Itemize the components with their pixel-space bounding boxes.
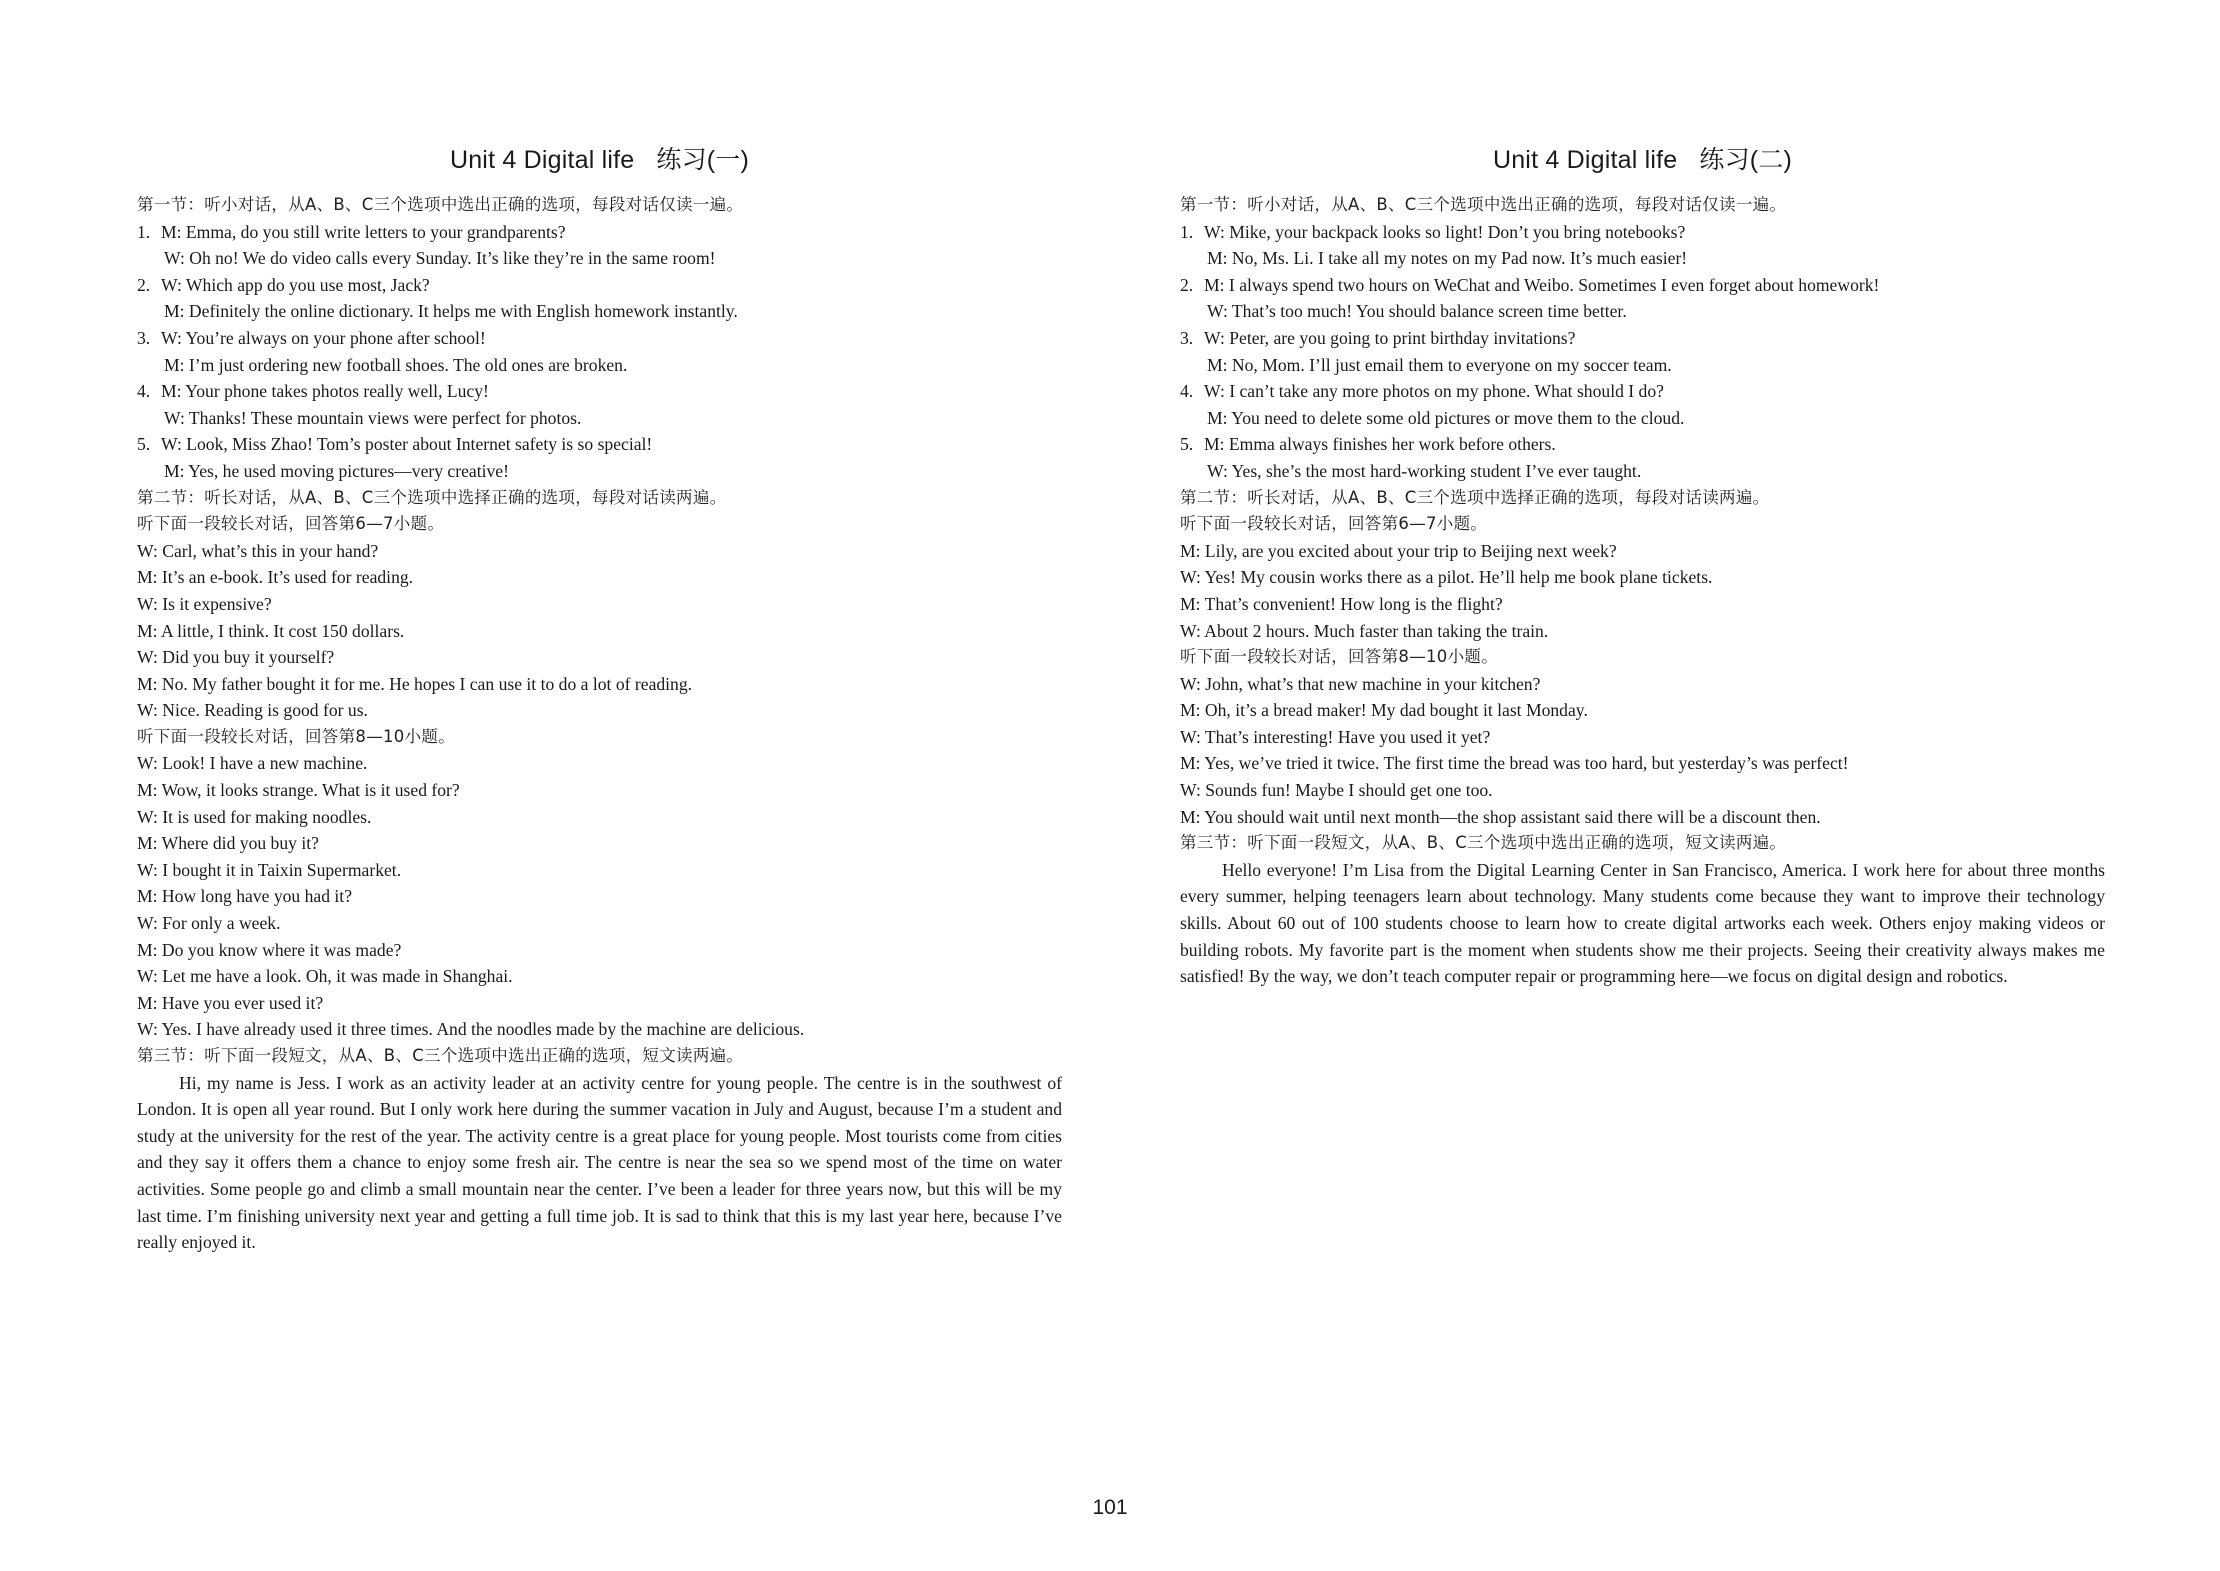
dialogue-line: [1180, 325, 2105, 352]
line-text: 听下面一段较长对话，回答第8—10小题。: [137, 726, 455, 746]
line-text: M: A little, I think. It cost 150 dollars.: [137, 620, 405, 641]
line-text: M: You should wait until next month—the shop assistant said there will be a discount then.: [1180, 806, 1821, 827]
line-text: M: You need to delete some old pictures or move them to the cloud.: [1207, 407, 1685, 428]
dialogue-line: [137, 697, 1062, 724]
line-text: M: Your phone takes photos really well, Lucy!: [161, 381, 489, 402]
line-text: M: Lily, are you excited about your trip to Beijing next week?: [1180, 540, 1617, 561]
dialogue-line: [1180, 724, 2105, 751]
dialogue-line: [1180, 378, 2105, 405]
line-text: M: Do you know where it was made?: [137, 939, 402, 960]
section-instruction: [1180, 192, 2105, 219]
line-text: 第三节：听下面一段短文，从A、B、C三个选项中选出正确的选项，短文读两遍。: [137, 1046, 744, 1065]
question-number: 2.: [1180, 274, 1194, 295]
question-number: 4.: [137, 381, 151, 402]
dialogue-line: [137, 352, 1062, 379]
line-text: W: For only a week.: [137, 913, 281, 934]
dialogue-line: [1180, 750, 2105, 777]
line-text: W: Yes! My cousin works there as a pilot. He’ll help me book plane tickets.: [1180, 567, 1713, 588]
dialogue-line: [137, 272, 1062, 299]
line-text: 听下面一段较长对话，回答第6—7小题。: [1180, 514, 1488, 534]
line-text: W: Which app do you use most, Jack?: [161, 274, 430, 295]
dialogue-line: [137, 750, 1062, 777]
dialogue-line: [1180, 245, 2105, 272]
line-text: M: No, Mom. I’ll just email them to everyone on my soccer team.: [1207, 354, 1672, 375]
question-number: 5.: [1180, 434, 1194, 455]
line-text: 听下面一段较长对话，回答第6—7小题。: [137, 514, 445, 534]
dialogue-line: [137, 990, 1062, 1017]
line-text: 第一节：听小对话，从A、B、C三个选项中选出正确的选项，每段对话仅读一遍。: [137, 195, 744, 214]
dialogue-line: [1180, 272, 2105, 299]
section-instruction: [1180, 511, 2105, 538]
right-passage: Hello everyone! I’m Lisa from the Digital Learning Center in San Francisco, America. I work here for about three months every summer, helping teenagers learn about technology. Many students come because they want to improve their technology skills. About 60 out of 100 students choose to learn how to create digital artworks each week. Others enjoy making videos or building robots. My favorite part is the moment when students show me their projects. Seeing their creativity always makes me satisfied! By the way, we don’t teach computer repair or programming here—we focus on digital design and robotics.: [1180, 859, 2105, 987]
line-text: M: Yes, we’ve tried it twice. The first time the bread was too hard, but yesterday’s was perfect!: [1180, 753, 1849, 774]
line-text: W: Thanks! These mountain views were perfect for photos.: [164, 407, 582, 428]
section-instruction: [1180, 644, 2105, 671]
dialogue-line: [137, 219, 1062, 246]
dialogue-line: [137, 671, 1062, 698]
dialogue-line: [137, 405, 1062, 432]
question-number: 1.: [1180, 221, 1194, 242]
line-text: W: Mike, your backpack looks so light! Don’t you bring notebooks?: [1204, 221, 1686, 242]
line-text: M: I’m just ordering new football shoes. The old ones are broken.: [164, 354, 628, 375]
line-text: W: I bought it in Taixin Supermarket.: [137, 859, 402, 880]
dialogue-line: [1180, 564, 2105, 591]
dialogue-line: [1180, 804, 2105, 831]
section-instruction: [137, 1043, 1062, 1070]
line-text: M: Wow, it looks strange. What is it used for?: [137, 780, 460, 801]
question-number: 2.: [137, 274, 151, 295]
dialogue-line: [137, 830, 1062, 857]
line-text: M: No. My father bought it for me. He hopes I can use it to do a lot of reading.: [137, 673, 693, 694]
dialogue-line: [1180, 458, 2105, 485]
line-text: 第三节：听下面一段短文，从A、B、C三个选项中选出正确的选项，短文读两遍。: [1180, 833, 1787, 853]
line-text: M: Emma, do you still write letters to your grandparents?: [161, 221, 566, 242]
right-page-title: [1180, 142, 2105, 178]
line-text: W: John, what’s that new machine in your kitchen?: [1180, 673, 1541, 694]
dialogue-line: [137, 378, 1062, 405]
left-page-title: [137, 142, 1062, 178]
dialogue-line: [1180, 538, 2105, 565]
left-title-unit: Unit 4 Digital life: [449, 146, 635, 174]
line-text: M: Yes, he used moving pictures—very creative!: [164, 460, 509, 481]
line-text: W: Peter, are you going to print birthday invitations?: [1204, 327, 1576, 348]
line-text: M: No, Ms. Li. I take all my notes on my Pad now. It’s much easier!: [1207, 248, 1688, 269]
left-passage: Hi, my name is Jess. I work as an activity leader at an activity centre for young people. The centre is in the southwest of London. It is open all year round. But I only work here during the summer vacation in July and August, because I’m a student and study at the university for the rest of the year. The activity centre is a great place for young people. Most tourists come from cities and they say it offers them a chance to enjoy some fresh air. The centre is near the sea so we spend most of the time on water activities. Some people go and climb a small mountain near the center. I’ve been a leader for three years now, but this will be my last time. I’m finishing university next year and getting a full time job. It is sad to think that this is my last year here, because I’ve really enjoyed it.: [137, 1072, 1062, 1253]
dialogue-line: [137, 937, 1062, 964]
right-title-unit: Unit 4 Digital life: [1492, 146, 1678, 174]
line-text: W: That’s too much! You should balance screen time better.: [1207, 301, 1627, 322]
line-text: 听下面一段较长对话，回答第8—10小题。: [1180, 647, 1498, 667]
line-text: W: Sounds fun! Maybe I should get one too.: [1180, 780, 1493, 801]
line-text: W: Look! I have a new machine.: [137, 753, 368, 774]
line-text: W: Yes, she’s the most hard-working student I’ve ever taught.: [1207, 460, 1642, 481]
dialogue-line: [1180, 777, 2105, 804]
dialogue-line: [137, 431, 1062, 458]
line-text: W: Carl, what’s this in your hand?: [137, 540, 379, 561]
line-text: 第二节：听长对话，从A、B、C三个选项中选择正确的选项，每段对话读两遍。: [137, 487, 727, 507]
dialogue-line: [137, 857, 1062, 884]
dialogue-line: [1180, 219, 2105, 246]
line-text: W: Is it expensive?: [137, 593, 272, 614]
line-text: M: Definitely the online dictionary. It helps me with English homework instantly.: [164, 301, 738, 322]
dialogue-line: [137, 1016, 1062, 1043]
dialogue-line: [1180, 618, 2105, 645]
dialogue-line: [1180, 671, 2105, 698]
dialogue-line: [137, 618, 1062, 645]
line-text: W: Look, Miss Zhao! Tom’s poster about Internet safety is so special!: [161, 434, 653, 455]
line-text: M: It’s an e-book. It’s used for reading.: [137, 567, 414, 588]
dialogue-line: [1180, 405, 2105, 432]
question-number: 1.: [137, 221, 151, 242]
section-instruction: [1180, 485, 2105, 512]
line-text: W: Did you buy it yourself?: [137, 647, 335, 668]
dialogue-line: [137, 910, 1062, 937]
right-title-exercise: 练习(二): [1699, 146, 1793, 174]
dialogue-line: [1180, 697, 2105, 724]
line-text: W: About 2 hours. Much faster than taking the train.: [1180, 620, 1549, 641]
line-text: M: That’s convenient! How long is the flight?: [1180, 593, 1503, 614]
dialogue-line: [137, 564, 1062, 591]
left-title-exercise: 练习(一): [656, 146, 750, 174]
question-number: 3.: [1180, 327, 1194, 348]
section-instruction: [137, 192, 1062, 219]
dialogue-line: [137, 298, 1062, 325]
dialogue-line: [137, 458, 1062, 485]
dialogue-line: [137, 591, 1062, 618]
dialogue-line: [137, 538, 1062, 565]
section-instruction: [137, 485, 1062, 512]
dialogue-line: [1180, 591, 2105, 618]
line-text: W: Oh no! We do video calls every Sunday. It’s like they’re in the same room!: [164, 248, 716, 269]
line-text: W: I can’t take any more photos on my phone. What should I do?: [1204, 381, 1664, 402]
line-text: 第二节：听长对话，从A、B、C三个选项中选择正确的选项，每段对话读两遍。: [1180, 487, 1770, 507]
page-number: 101: [1092, 1496, 1128, 1519]
left-transcript: [137, 192, 1062, 1070]
line-text: M: Oh, it’s a bread maker! My dad bought it last Monday.: [1180, 700, 1588, 721]
dialogue-line: [137, 777, 1062, 804]
dialogue-line: [137, 804, 1062, 831]
line-text: M: How long have you had it?: [137, 886, 352, 907]
section-instruction: [137, 511, 1062, 538]
left-column: [137, 142, 1062, 1256]
line-text: 第一节：听小对话，从A、B、C三个选项中选出正确的选项，每段对话仅读一遍。: [1180, 195, 1787, 214]
dialogue-line: [1180, 298, 2105, 325]
section-instruction: [1180, 830, 2105, 857]
dialogue-line: [137, 644, 1062, 671]
dialogue-line: [1180, 352, 2105, 379]
dialogue-line: [1180, 431, 2105, 458]
line-text: W: It is used for making noodles.: [137, 806, 372, 827]
dialogue-line: [137, 245, 1062, 272]
line-text: M: I always spend two hours on WeChat and Weibo. Sometimes I even forget about homework!: [1204, 274, 1880, 295]
line-text: M: Have you ever used it?: [137, 992, 324, 1013]
line-text: W: Nice. Reading is good for us.: [137, 700, 368, 721]
question-number: 4.: [1180, 381, 1194, 402]
line-text: M: Where did you buy it?: [137, 833, 319, 854]
line-text: M: Emma always finishes her work before others.: [1204, 434, 1556, 455]
section-instruction: [137, 724, 1062, 751]
line-text: W: Yes. I have already used it three times. And the noodles made by the machine are delicious.: [137, 1019, 805, 1040]
line-text: W: That’s interesting! Have you used it yet?: [1180, 726, 1491, 747]
dialogue-line: [137, 883, 1062, 910]
line-text: W: You’re always on your phone after school!: [161, 327, 486, 348]
line-text: W: Let me have a look. Oh, it was made in Shanghai.: [137, 966, 513, 987]
question-number: 5.: [137, 434, 151, 455]
question-number: 3.: [137, 327, 151, 348]
dialogue-line: [137, 325, 1062, 352]
right-transcript: [1180, 192, 2105, 857]
right-column: [1180, 142, 2105, 990]
dialogue-line: [137, 963, 1062, 990]
